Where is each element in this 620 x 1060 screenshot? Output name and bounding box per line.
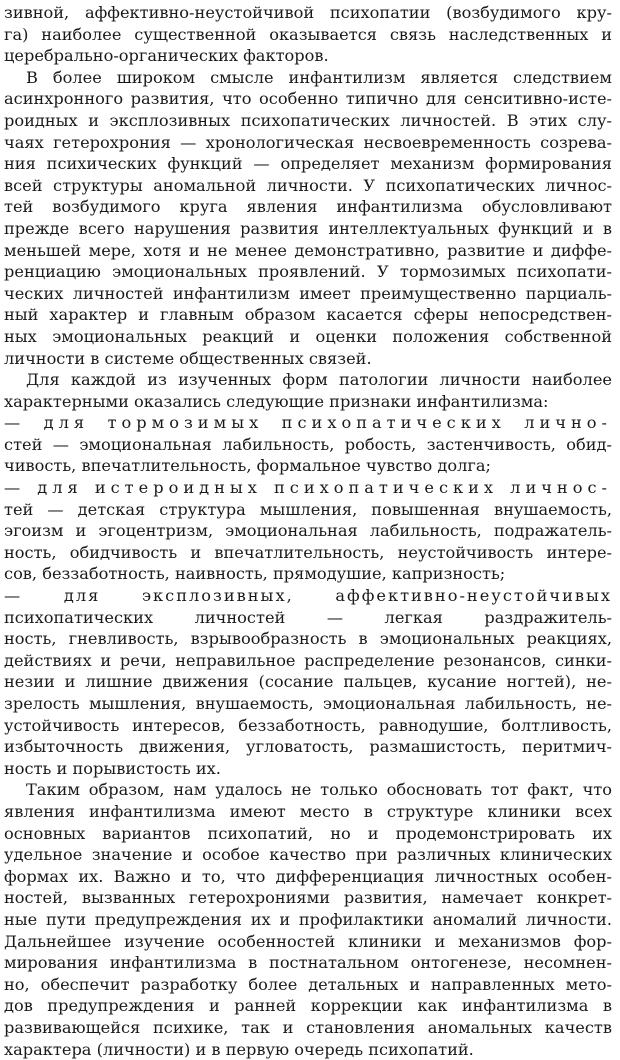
text-line: развивающейся психике, так и становления аномальных качеств: [4, 1017, 612, 1039]
text-line: формах их. Важно и то, что дифференциация личностных особен-: [4, 866, 612, 888]
text-line: ностей, вызванных гетерохрониями развития, намечает конкрет-: [4, 887, 612, 909]
text-line: но, обеспечит разработку более детальных и направленных мето-: [4, 974, 612, 996]
text-line: ный характер и главным образом касается сферы непосредствен-: [4, 304, 612, 326]
text-line: психопатических личностей — легкая раздражитель-: [4, 607, 612, 629]
text-line: ния психических функций — определяет механизм формирования: [4, 153, 612, 175]
text-line: меньшей мере, хотя и не менее демонстративно, развитие и диффе-: [4, 240, 612, 262]
text-line: Дальнейшее изучение особенностей клиники и механизмов фор-: [4, 931, 612, 953]
text-line: ных эмоциональных реакций и оценки положения собственной: [4, 326, 612, 348]
text-line: незии и лишние движения (сосание пальцев, кусание ногтей), не-: [4, 671, 612, 693]
text-line: сов, беззаботность, наивность, прямодушие, капризность;: [4, 563, 612, 585]
text-line: — для эксплозивных, аффективно-неустойчивых: [4, 585, 612, 607]
text-line: Для каждой из изученных форм патологии личности наиболее: [4, 369, 612, 391]
text-line: характерными оказались следующие признаки инфантилизма:: [4, 391, 612, 413]
text-line: стей — эмоциональная лабильность, робость, застенчивость, обид-: [4, 434, 612, 456]
text-line: роидных и эксплозивных психопатических личностей. В этих слу-: [4, 110, 612, 132]
text-line: Таким образом, нам удалось не только обосновать тот факт, что: [4, 779, 612, 801]
text-line: тей — детская структура мышления, повышенная внушаемость,: [4, 499, 612, 521]
text-line: характера (личности) и в первую очередь психопатий.: [4, 1039, 612, 1060]
text-line: всей структуры аномальной личности. У психопатических личнос-: [4, 175, 612, 197]
text-line: В более широком смысле инфантилизм является следствием: [4, 67, 612, 89]
text-line: основных вариантов психопатий, но и продемонстрировать их: [4, 823, 612, 845]
text-line: ренциацию эмоциональных проявлений. У тормозимых психопати-: [4, 261, 612, 283]
text-line: ные пути предупреждения их и профилактики аномалий личности.: [4, 909, 612, 931]
text-line: действиях и речи, неправильное распределение резонансов, синки-: [4, 650, 612, 672]
text-line: тей возбудимого круга явления инфантилизма обусловливают: [4, 196, 612, 218]
text-line: личности в системе общественных связей.: [4, 348, 612, 370]
text-line: чивость, впечатлительность, формальное чувство долга;: [4, 455, 612, 477]
text-line: ность и порывистость их.: [4, 758, 612, 780]
text-line: устойчивость интересов, беззаботность, равнодушие, болтливость,: [4, 715, 612, 737]
text-line: — для тормозимых психопатических лично-: [4, 412, 612, 434]
text-line: чаях гетерохрония — хронологическая несвоевременность созрева-: [4, 132, 612, 154]
text-line: явления инфантилизма имеют место в структуре клиники всех: [4, 801, 612, 823]
text-line: га) наиболее существенной оказывается связь наследственных и: [4, 24, 612, 46]
text-line: ность, гневливость, взрывообразность в эмоциональных реакциях,: [4, 628, 612, 650]
text-line: избыточность движения, угловатость, размашистость, перитмич-: [4, 736, 612, 758]
text-line: ность, обидчивость и впечатлительность, неустойчивость интере-: [4, 542, 612, 564]
text-line: асинхронного развития, что особенно типично для сенситивно-исте-: [4, 88, 612, 110]
text-line: зивной, аффективно-неустойчивой психопатии (возбудимого кру-: [4, 2, 612, 24]
text-line: — для истероидных психопатических личнос-: [4, 477, 612, 499]
text-line: ческих личностей инфантилизм имеет преимущественно парциаль-: [4, 283, 612, 305]
text-line: церебрально-органических факторов.: [4, 45, 612, 67]
text-line: эгоизм и эгоцентризм, эмоциональная лабильность, подражатель-: [4, 520, 612, 542]
text-line: дов предупреждения и ранней коррекции как инфантилизма в: [4, 995, 612, 1017]
text-line: мирования инфантилизма в постнатальном онтогенезе, несомнен-: [4, 952, 612, 974]
text-line: прежде всего нарушения развития интеллектуальных функций и в: [4, 218, 612, 240]
text-line: удельное значение и особое качество при различных клинических: [4, 844, 612, 866]
text-line: зрелость мышления, внушаемость, эмоциональная лабильность, не-: [4, 693, 612, 715]
